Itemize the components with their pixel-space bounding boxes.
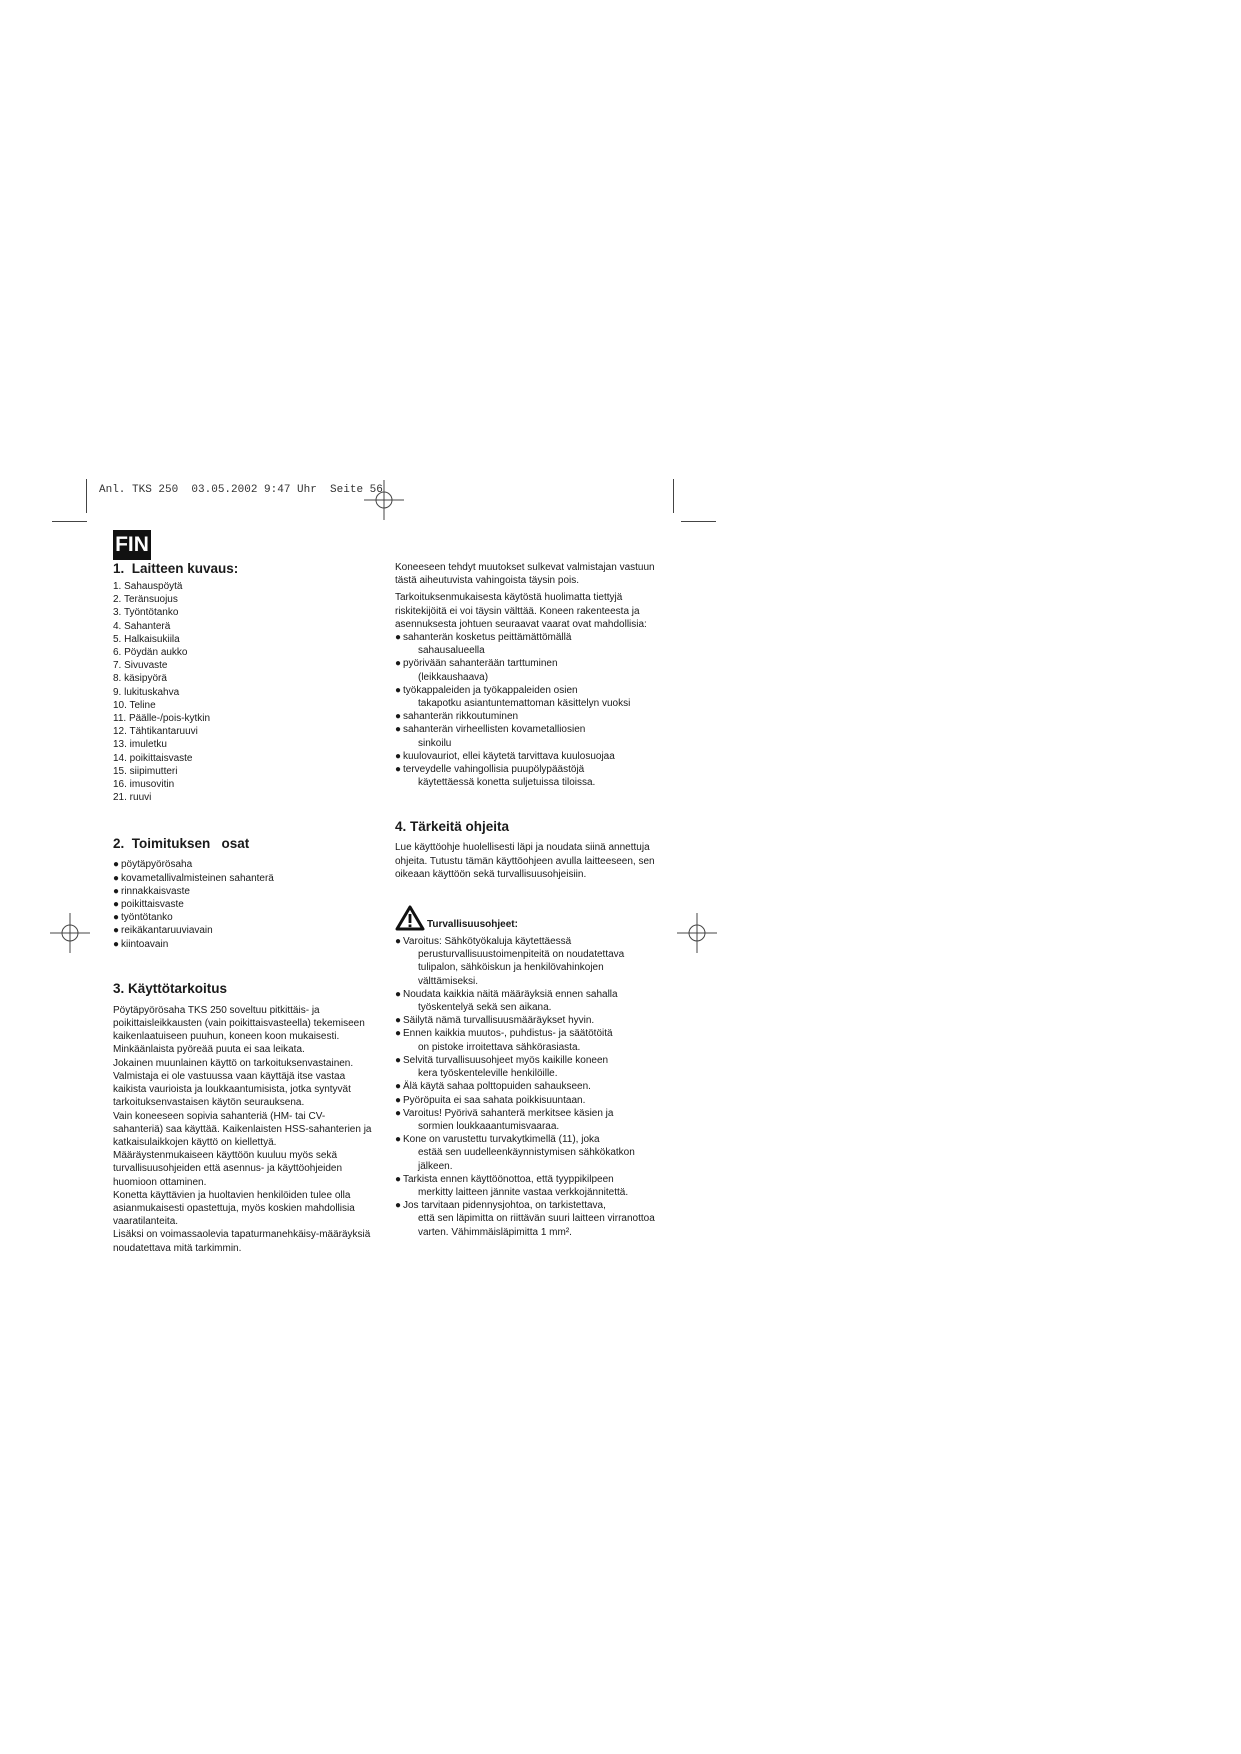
section4-title: 4. Tärkeitä ohjeita	[395, 819, 510, 835]
list-item: ● sahanterän kosketus peittämättömällä sahausalueella	[395, 632, 572, 657]
registration-mark-top-icon	[364, 480, 404, 520]
bullet-icon: ●	[395, 632, 402, 644]
list-item: ● Varoitus! Pyörivä sahanterä merkitsee käsien ja sormien loukkaaantumisvaaraa.	[395, 1107, 614, 1132]
bullet-icon: ●	[395, 724, 402, 736]
bullet-icon: ●	[395, 711, 402, 723]
right-top-body	[395, 561, 657, 631]
paragraph: Jokainen muunlainen käyttö on tarkoituksenvastainen. Valmistaja ei ole vastuussa vaan käyttäjä itse vastaa kaikista vaurioista ja loukkaantumisista, jotka syntyvät tarkoituksenvastaisen käytön seurauksena.	[113, 1057, 354, 1109]
list-item: 7. Sivuvaste	[113, 660, 168, 672]
list-item: 13. imuletku	[113, 739, 167, 751]
section3-body	[113, 1004, 375, 1255]
list-item: ● Tarkista ennen käyttöönottoa, että tyyppikilpeen merkitty laitteen jännite vastaa verkkojännitettä.	[395, 1173, 629, 1198]
hazard-list	[395, 631, 657, 789]
bullet-icon: ●	[395, 1054, 402, 1066]
list-item: 10. Teline	[113, 699, 156, 711]
list-item: ● Varoitus: Sähkötyökaluja käytettäessä perusturvallisuustoimenpiteitä on noudatettava tulipalon, sähköiskun ja henkilövahinkojen välttämiseksi.	[395, 936, 625, 987]
list-item: 21. ruuvi	[113, 792, 152, 804]
list-item: 9. lukituskahva	[113, 686, 180, 698]
list-item: ● terveydelle vahingollisia puupölypäästöjä käytettäessä konetta suljetuissa tiloissa.	[395, 764, 596, 789]
section4-intro: Lue käyttöohje huolellisesti läpi ja noudata siinä annettuja ohjeita. Tutustu tämän käyttöohjeen avulla laitteeseen, sen oikeaan käyttöön sekä turvallisuusohjeisiin.	[395, 842, 655, 880]
list-item: 12. Tähtikantaruuvi	[113, 726, 198, 738]
list-item: ● kuulovauriot, ellei käytetä tarvittava kuulosuojaa	[395, 750, 615, 762]
bullet-icon: ●	[113, 912, 120, 924]
bullet-icon: ●	[395, 1173, 402, 1185]
bullet-icon: ●	[113, 938, 120, 950]
bullet-icon: ●	[395, 764, 402, 776]
list-item: 6. Pöydän aukko	[113, 647, 188, 659]
language-badge: FIN	[113, 530, 151, 560]
crop-mark-top-right	[681, 521, 716, 522]
print-header: Anl. TKS 250 03.05.2002 9:47 Uhr Seite 56	[99, 484, 383, 496]
list-item: ● reikäkantaruuviavain	[113, 925, 213, 937]
paragraph: Määräystenmukaiseen käyttöön kuuluu myös sekä turvallisuusohjeiden että asennus- ja käyttöohjeiden huomioon ottaminen.	[113, 1150, 343, 1188]
bullet-icon: ●	[395, 988, 402, 1000]
paragraph: Vain koneeseen sopivia sahanteriä (HM- tai CV-sahanteriä) saa käyttää. Kaikenlaisten HSS-sahanterien ja katkaisulaikkojen käyttö on kiellettyä.	[113, 1110, 372, 1148]
bullet-icon: ●	[395, 1081, 402, 1093]
list-item: ● pyörivään sahanterään tarttuminen (leikkaushaava)	[395, 658, 558, 683]
list-item: ● rinnakkaisvaste	[113, 885, 190, 897]
list-item: ● Säilytä nämä turvallisuusmääräykset hyvin.	[395, 1015, 595, 1027]
paragraph: Koneeseen tehdyt muutokset sulkevat valmistajan vastuun tästä aiheutuvista vahingoista täysin pois.	[395, 562, 655, 587]
warning-icon	[395, 905, 425, 931]
list-item: ● poikittaisvaste	[113, 899, 184, 911]
list-item: ● työkappaleiden ja työkappaleiden osien takapotku asiantuntemattoman käsittelyn vuoksi	[395, 684, 631, 710]
section1-title: 1. Laitteen kuvaus:	[113, 561, 239, 576]
paragraph: Lisäksi on voimassaolevia tapaturmanehkäisy-määräyksiä noudatettava mitä tarkimmin.	[113, 1229, 371, 1254]
bullet-icon: ●	[113, 872, 120, 884]
right-column	[395, 561, 657, 1239]
list-item: ● sahanterän rikkoutuminen	[395, 711, 519, 723]
paragraph: Pöytäpyörösaha TKS 250 soveltuu pitkittäis- ja poikittaisleikkausten (vain poikittaisvasteella) tekemiseen kaikenlaatuiseen puuhun, koneen koon mukaisesti. Minkäänlaista pyöreää puuta ei saa leikata.	[113, 1004, 365, 1056]
bullet-icon: ●	[395, 658, 402, 670]
bullet-icon: ●	[395, 936, 402, 948]
list-item: 5. Halkaisukiila	[113, 633, 180, 645]
list-item: ● Ennen kaikkia muutos-, puhdistus- ja säätötöitä on pistoke irroitettava sähkörasiasta.	[395, 1028, 613, 1053]
paragraph: Tarkoituksenmukaisesta käytöstä huolimatta tiettyjä riskitekijöitä ei voi täysin välttää. Koneen rakenteesta ja asennuksesta johtuen seuraavat vaarat ovat mahdollisia:	[395, 592, 647, 630]
list-item: 2. Teränsuojus	[113, 594, 178, 606]
bullet-icon: ●	[395, 1015, 402, 1027]
parts-list	[113, 580, 375, 804]
list-item: ● Älä käytä sahaa polttopuiden sahaukseen.	[395, 1081, 591, 1093]
bullet-icon: ●	[395, 1107, 402, 1119]
crop-mark-left	[86, 479, 87, 513]
list-item: ● Selvitä turvallisuusohjeet myös kaikille koneen kera työskenteleville henkilöille.	[395, 1054, 609, 1080]
list-item: 8. käsipyörä	[113, 673, 167, 685]
list-item: 11. Päälle-/pois-kytkin	[113, 713, 211, 725]
section2-title: 2. Toimituksen osat	[113, 836, 250, 852]
left-column	[113, 561, 375, 1255]
list-item: ● pöytäpyörösaha	[113, 859, 193, 871]
delivery-list	[113, 858, 375, 950]
list-item: ● työntötanko	[113, 912, 173, 924]
list-item: 14. poikittaisvaste	[113, 752, 193, 764]
list-item: 3. Työntötanko	[113, 607, 179, 619]
bullet-icon: ●	[395, 1200, 402, 1212]
list-item: ● Jos tarvitaan pidennysjohtoa, on tarkistettava, että sen läpimitta on riittävän suuri laitteen virranottoa varten. Vähimmäisläpimitta 1 mm².	[395, 1200, 655, 1238]
bullet-icon: ●	[113, 899, 120, 911]
list-item: ● Kone on varustettu turvakytkimellä (11), joka estää sen uudelleenkäynnistymisen sähkökatkon jälkeen.	[395, 1134, 635, 1172]
bullet-icon: ●	[395, 684, 402, 696]
bullet-icon: ●	[113, 859, 120, 871]
list-item: ● sahanterän virheellisten kovametalliosien sinkoilu	[395, 724, 586, 749]
list-item: ● kiintoavain	[113, 938, 169, 950]
bullet-icon: ●	[113, 885, 120, 897]
bullet-icon: ●	[395, 1028, 402, 1040]
list-item: 1. Sahauspöytä	[113, 581, 183, 592]
crop-mark-top-left	[52, 521, 87, 522]
crop-mark-right	[673, 479, 674, 513]
bullet-icon: ●	[395, 1094, 402, 1106]
section3-title: 3. Käyttötarkoitus	[113, 980, 228, 996]
bullet-icon: ●	[395, 1134, 402, 1146]
safety-title: Turvallisuusohjeet:	[427, 919, 518, 931]
bullet-icon: ●	[395, 750, 402, 762]
list-item: ● Noudata kaikkia näitä määräyksiä ennen sahalla työskentelyä sekä sen aikana.	[395, 988, 618, 1014]
list-item: 15. siipimutteri	[113, 765, 178, 777]
list-item: 4. Sahanterä	[113, 620, 171, 632]
list-item: 16. imusovitin	[113, 779, 175, 791]
list-item: ● Pyöröpuita ei saa sahata poikkisuuntaan.	[395, 1094, 586, 1106]
paragraph: Konetta käyttävien ja huoltavien henkilöiden tulee olla asianmukaisesti opastettuja, myös koskien mahdollisia vaaratilanteita.	[113, 1189, 355, 1228]
list-item: ● kovametallivalmisteinen sahanterä	[113, 872, 274, 884]
safety-heading	[395, 905, 657, 931]
registration-mark-right-icon	[677, 913, 717, 953]
bullet-icon: ●	[113, 925, 120, 937]
safety-list	[395, 935, 657, 1239]
registration-mark-left-icon	[50, 913, 90, 953]
